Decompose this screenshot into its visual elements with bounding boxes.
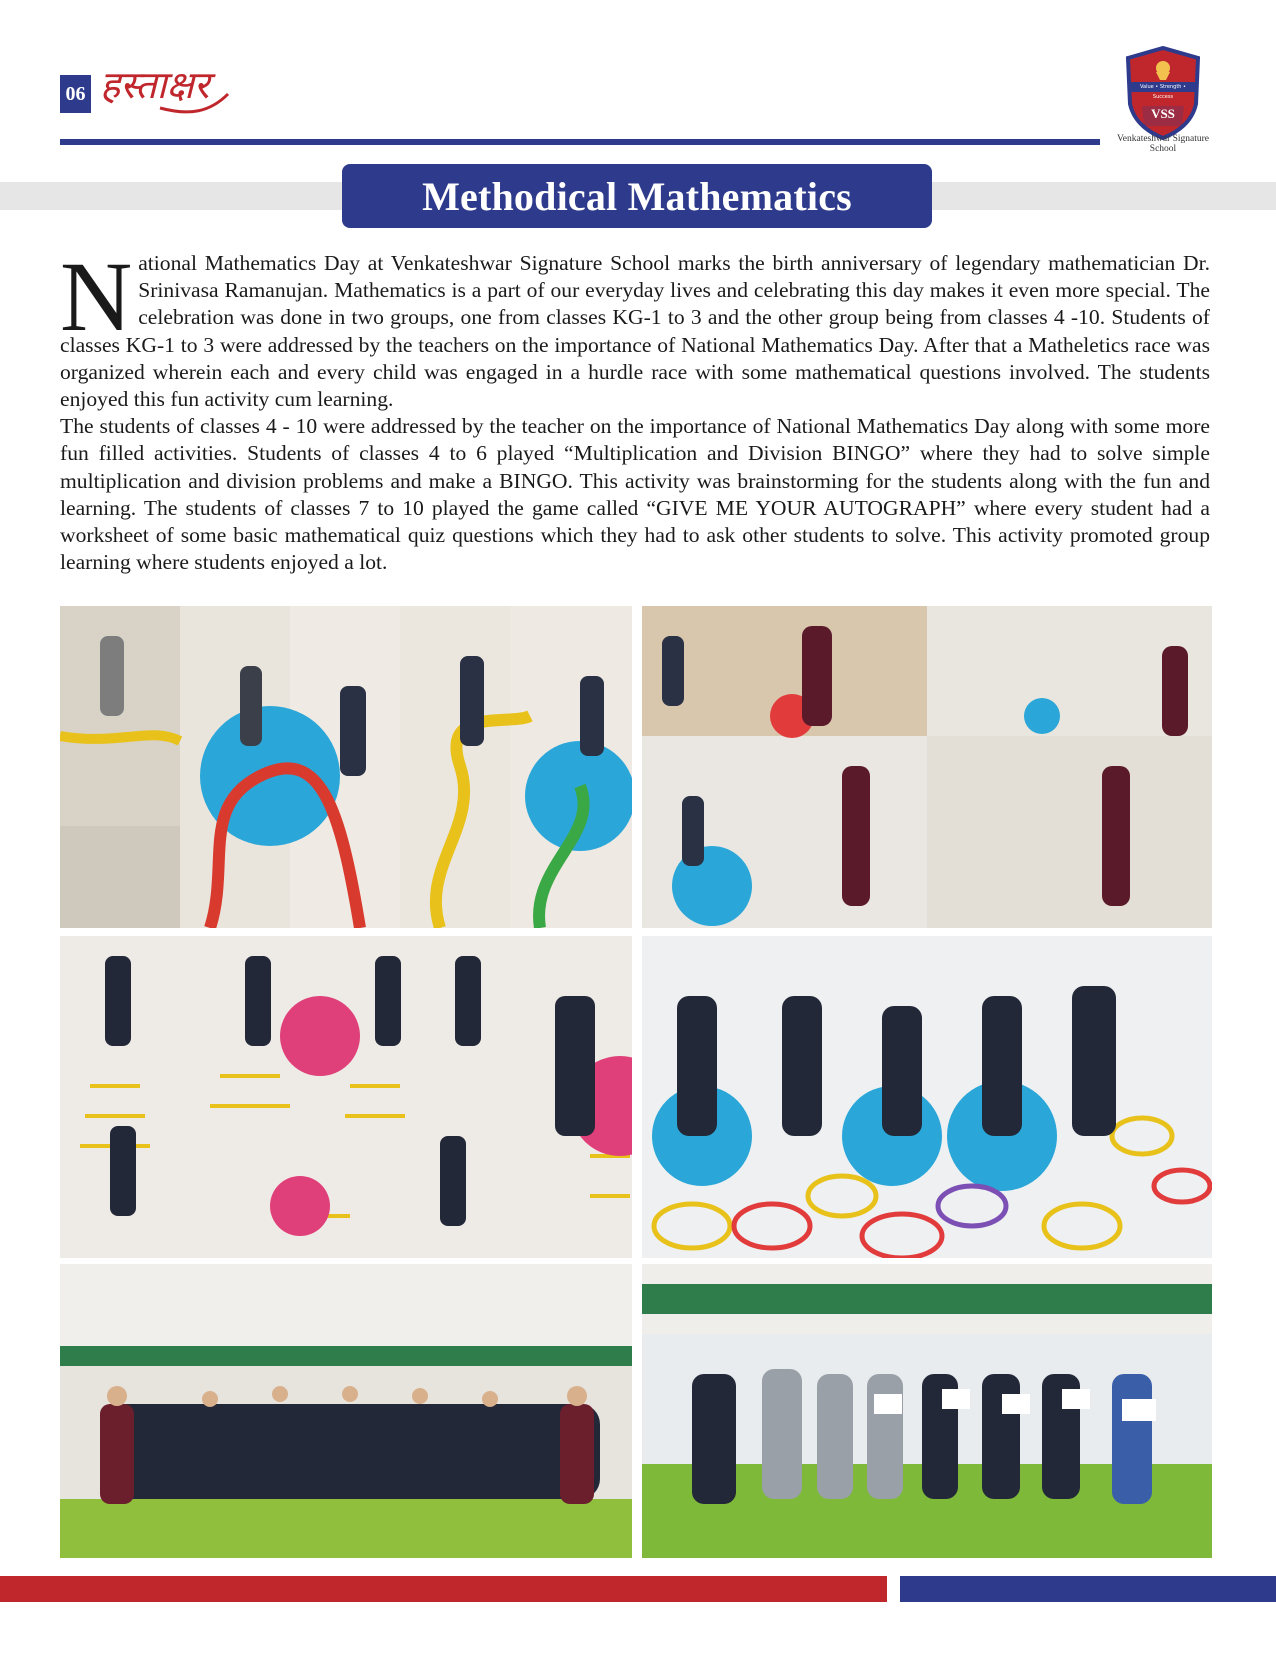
article-paragraph-1: ational Mathematics Day at Venkateshwar Signature School marks the birth anniversary of legendary mathematician Dr. Srinivasa Ramanujan. Mathematics is a part of our everyday lives and celebrating this day makes it even more special. The celebration was done in two groups, one from classes KG-1 to 3 and the other group being from classes 4 -10. Students of classes KG-1 to 3 were addressed by the teachers on the importance of National Mathematics Day. After that a Matheletics race was organized wherein each and every child was engaged in a hurdle race with some mathematical questions involved. The students enjoyed this fun activity cum learning. [60,251,1210,412]
footer-bar-blue [900,1576,1276,1602]
article-title: Methodical Mathematics [422,173,852,219]
brand-swash-icon [100,86,230,116]
footer-bar-red [0,1576,887,1602]
logo-initials: VSS [1151,106,1175,121]
photo-matheletics-race-collage [60,606,632,928]
logo-motto: Value • Strength • Success [1139,84,1187,100]
title-banner [342,164,932,228]
dropcap: N [60,241,133,352]
article-body [60,241,1210,576]
article-paragraph-2: The students of classes 4 - 10 were addressed by the teacher on the importance of National Mathematics Day along with some more fun filled activities. Students of classes 4 to 6 played “Multiplication and Division BINGO” where they had to solve simple multiplication and division problems and make a BINGO. This activity was brainstorming for the students along with the fun and learning. The students of classes 7 to 10 played the game called “GIVE ME YOUR AUTOGRAPH” where every student had a worksheet of some basic mathematical quiz questions which they had to ask other students to solve. This activity promoted group learning where students enjoyed a lot. [60,414,1210,575]
school-name: Venkateshwar Signature School [1116,134,1210,154]
photo-group-students-teachers [60,1264,632,1558]
magazine-brand: हस्ताक्षर [100,63,210,107]
school-logo [1108,46,1218,146]
header-rule [60,139,1100,145]
photo-hoops-activity [642,936,1212,1258]
page-number: 06 [60,75,91,113]
photo-students-worksheets [642,1264,1212,1558]
photo-ladder-drill-collage [60,936,632,1258]
photo-hurdle-race-teacher [642,606,1212,928]
